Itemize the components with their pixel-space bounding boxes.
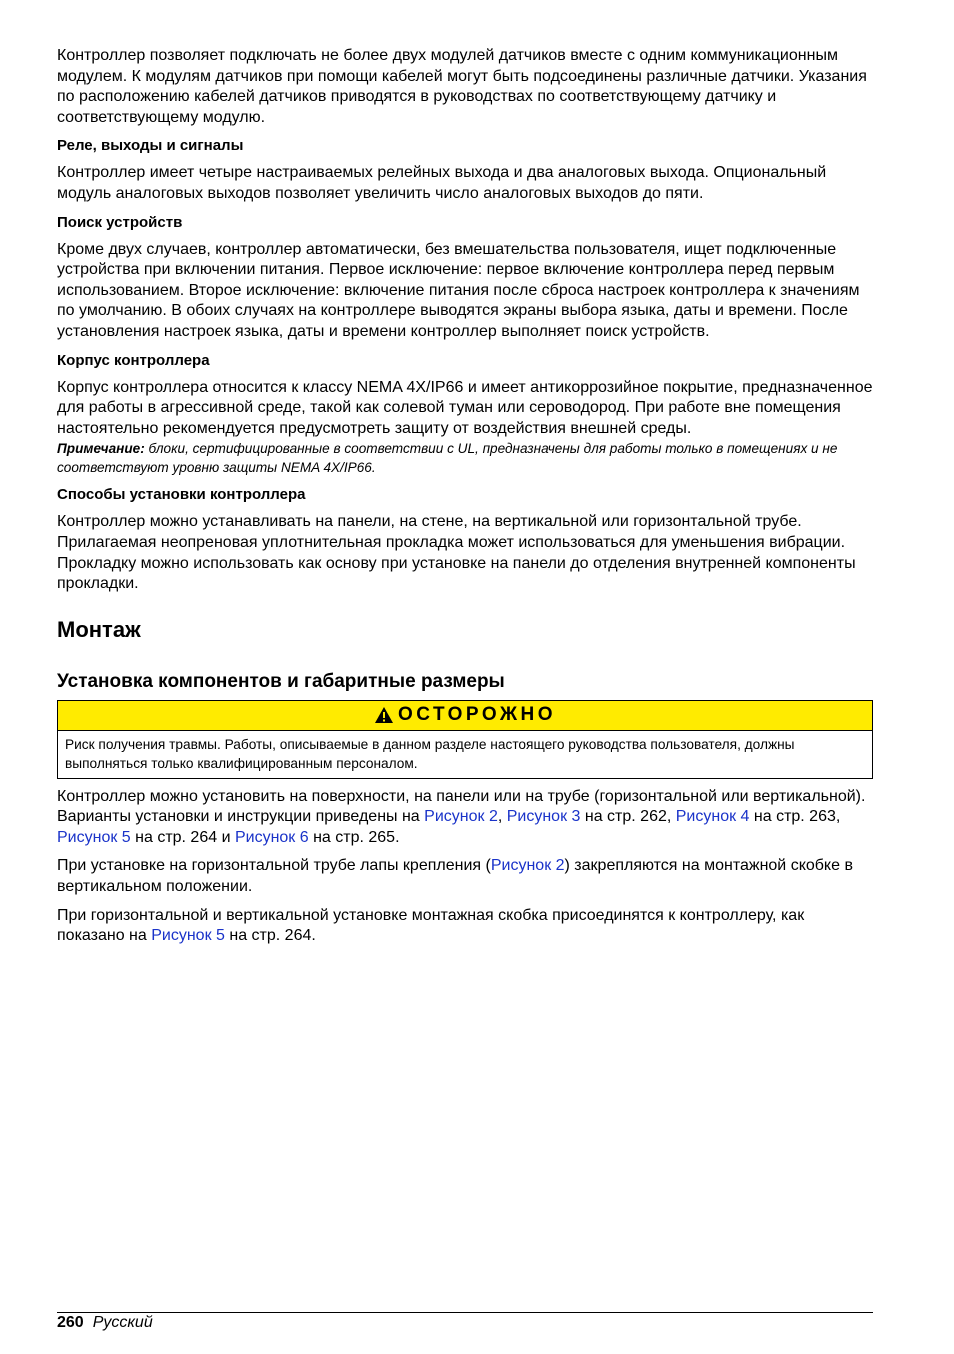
- figure-2-link[interactable]: Рисунок 2: [490, 857, 565, 875]
- warning-text: Риск получения травмы. Работы, описываемые в данном разделе настоящего руководства пользователя, должны выполняться только квалифицированным персоналом.: [65, 736, 795, 771]
- figure-2-link[interactable]: Рисунок 2: [424, 808, 498, 826]
- warning-title: ОСТОРОЖНО: [397, 704, 557, 726]
- figure-5-link[interactable]: Рисунок 5: [151, 927, 225, 945]
- figure-5-link[interactable]: Рисунок 5: [57, 828, 131, 846]
- figure-4-link[interactable]: Рисунок 4: [675, 808, 750, 826]
- mounting-methods-paragraph: Контроллер можно устанавливать на панели, на стене, на вертикальной или горизонтальной трубе. Прилагаемая неопреновая уплотнительная прокладка может использоваться для уменьшения вибрации. Прокладку можно использовать как основу при установке на панели до отделения внутренней компоненты прокладки.: [57, 513, 856, 593]
- text-run: При горизонтальной и вертикальной установке монтажная скобка присоединятся к контроллеру, как показано на: [57, 906, 805, 945]
- heading-mounting-methods: Способы установки контроллера: [57, 486, 306, 504]
- footer-language: Русский: [92, 1314, 153, 1331]
- section-title: Монтаж: [57, 616, 141, 642]
- note-paragraph: [57, 439, 873, 477]
- relays-paragraph: Контроллер имеет четыре настраиваемых релейных выхода и два аналоговых выхода. Опциональный модуль аналоговых выходов позволяет увеличить число аналоговых выходов до пяти.: [57, 164, 827, 202]
- intro-paragraph: Контроллер позволяет подключать не более двух модулей датчиков вместе с одним коммуникационным модулем. К модулям датчиков при помощи кабелей могут быть подсоединены различные датчики. Указания по расположению кабелей датчиков приводятся в руководствах по соответствующему датчику и соответствующему модулю.: [57, 47, 867, 126]
- subsection-title: Установка компонентов и габаритные размеры: [57, 670, 505, 692]
- bracket-paragraph: [57, 906, 873, 947]
- figure-3-link[interactable]: Рисунок 3: [506, 808, 581, 826]
- horizontal-pipe-paragraph: [57, 856, 873, 897]
- device-search-paragraph: Кроме двух случаев, контроллер автоматически, без вмешательства пользователя, ищет подключенные устройства при включении питания. Первое исключение: первое включение контроллера перед первым использованием. Второе исключение: включение питания после сброса настроек контроллера к значениям по умолчанию. В обоих случаях на контроллере выводятся экраны выбора языка, даты и времени. После установления настроек языка, даты и времени контроллер выполняет поиск устройств.: [57, 240, 860, 340]
- text-run: на стр. 265.: [308, 828, 400, 846]
- text-run: на стр. 263,: [749, 808, 841, 826]
- note-label: Примечание:: [57, 441, 145, 457]
- figure-6-link[interactable]: Рисунок 6: [234, 828, 309, 846]
- install-paragraph: [57, 787, 873, 849]
- text-run: ,: [497, 808, 507, 826]
- page-footer: [57, 1312, 873, 1332]
- heading-controller-case: Корпус контроллера: [57, 351, 210, 369]
- text-run: на стр. 264.: [224, 927, 316, 945]
- warning-header: [58, 701, 872, 731]
- text-run: на стр. 262,: [580, 808, 676, 826]
- warning-box: [57, 700, 873, 779]
- text-run: на стр. 264 и: [130, 828, 235, 846]
- note-text: блоки, сертифицированные в соответствии с UL, предназначены для работы только в помещениях и не соответствуют уровню защиты NEMA 4X/IP66.: [57, 441, 838, 476]
- heading-device-search: Поиск устройств: [57, 213, 183, 231]
- controller-case-paragraph: Корпус контроллера относится к классу NEMA 4X/IP66 и имеет антикоррозийное покрытие, предназначенное для работы в агрессивной среде, такой как солевой туман или сероводород. При работе вне помещения настоятельно рекомендуется предусмотреть защиту от воздействия внешней среды.: [57, 378, 873, 437]
- text-run: Контроллер можно установить на поверхности, на панели или на трубе (горизонтальной или вертикальной). Варианты установки и инструкции приведены на: [57, 787, 866, 826]
- page-number: 260: [57, 1314, 84, 1331]
- warning-triangle-icon: [374, 706, 394, 724]
- page-content: [57, 46, 873, 955]
- text-run: При установке на горизонтальной трубе лапы крепления (: [57, 857, 491, 875]
- text-run: ) закрепляются на монтажной скобке в вертикальном положении.: [57, 857, 853, 896]
- heading-relays: Реле, выходы и сигналы: [57, 137, 244, 155]
